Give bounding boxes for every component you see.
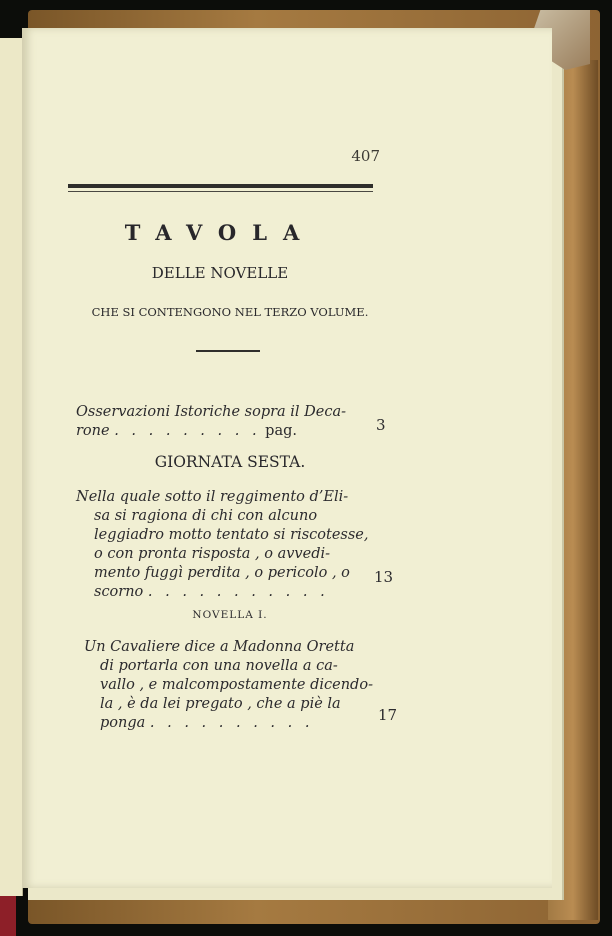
separator-rule [196, 350, 260, 352]
entry-line [76, 583, 364, 602]
entry-line: vallo , e malcompostamente dicendo- [100, 677, 373, 693]
entry-line [84, 714, 372, 733]
entry-line [76, 422, 364, 441]
entry-line: Un Cavaliere dice a Madonna Oretta [84, 639, 355, 655]
pag-label: pag. [265, 423, 297, 439]
entry-line-text: scorno [94, 584, 144, 600]
leader-dots: . . . . . . . . . . [149, 715, 314, 731]
leader-dots: . . . . . . . . . . . [147, 584, 329, 600]
entry-line: di portarla con una novella a ca- [100, 658, 338, 674]
entry-line: mento fuggì perdita , o pericolo , o [94, 565, 350, 581]
entry-page-number: 3 [376, 416, 386, 434]
header-rule-thin [68, 191, 373, 192]
page-title: TAVOLA [124, 220, 316, 245]
entry-line: o con pronta risposta , o avvedi- [94, 546, 331, 562]
page-number: 407 [351, 147, 380, 165]
entry-line: Osservazioni Istoriche sopra il Deca- [76, 404, 347, 420]
novella-heading: NOVELLA I. [192, 609, 268, 621]
leader-dots: . . . . . . . . . [114, 423, 261, 439]
header-rule-thick [68, 184, 373, 188]
section-heading: GIORNATA SESTA. [154, 453, 306, 471]
toc-entry-novella-1 [84, 638, 372, 733]
entry-line-text: ponga [100, 715, 146, 731]
entry-line: sa si ragiona di chi con alcuno [94, 508, 318, 524]
entry-page-number: 17 [378, 706, 398, 724]
toc-entry-giornata-intro [76, 488, 369, 602]
page-subtitle: DELLE NOVELLE [151, 264, 289, 282]
ribbon-bookmark [0, 896, 16, 936]
entry-line: Nella quale sotto il reggimento d’Eli- [76, 489, 349, 505]
entry-line: leggiadro motto tentato si riscotesse, [94, 527, 369, 543]
page-subtitle-2: CHE SI CONTENGONO NEL TERZO VOLUME. [91, 305, 369, 319]
entry-line: la , è da lei pregato , che a piè la [100, 696, 341, 712]
facing-page-edge [0, 38, 23, 896]
entry-line-text: rone [76, 423, 110, 439]
entry-page-number: 13 [374, 568, 394, 586]
toc-entry-osservazioni [76, 403, 364, 441]
